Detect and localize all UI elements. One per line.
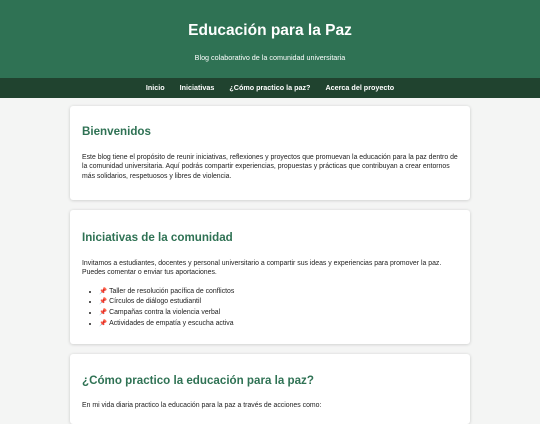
site-title: Educación para la Paz [188, 22, 352, 39]
list-item-label: Taller de resolución pacífica de conflictos [109, 287, 235, 295]
welcome-card [70, 106, 470, 200]
practice-card [70, 354, 470, 424]
nav-link-acerca[interactable]: Acerca del proyecto [325, 83, 395, 92]
welcome-text: Este blog tiene el propósito de reunir iniciativas, reflexiones y proyectos que promuevan la educación para la paz dentro de la comunidad universitaria. Aquí podrás compartir experiencias, propuestas y prácticas que contribuyan a crear entornos más solidarios, respetuosos y libres de violencia. [82, 154, 458, 180]
nav-link-inicio[interactable]: Inicio [145, 83, 165, 92]
initiatives-heading: Iniciativas de la comunidad [82, 231, 233, 244]
pushpin-icon: 📌 [99, 298, 108, 306]
main-content [0, 98, 540, 424]
list-item-label: Campañas contra la violencia verbal [109, 309, 221, 316]
practice-text: En mi vida diaria practico la educación para la paz a través de acciones como: [82, 402, 322, 409]
list-item [99, 319, 458, 330]
nav-link-iniciativas[interactable]: Iniciativas [179, 83, 215, 92]
pushpin-icon: 📌 [99, 309, 108, 316]
site-header [0, 0, 540, 78]
welcome-heading: Bienvenidos [82, 125, 151, 138]
practice-heading: ¿Cómo practico la educación para la paz? [82, 374, 314, 387]
initiatives-card [70, 210, 470, 344]
list-item [99, 308, 458, 319]
pushpin-icon: 📌 [99, 319, 108, 327]
list-item [99, 297, 458, 308]
site-tagline: Blog colaborativo de la comunidad universitaria [194, 53, 346, 62]
main-nav [0, 78, 540, 98]
initiatives-list [82, 287, 458, 329]
initiatives-text: Invitamos a estudiantes, docentes y personal universitario a compartir sus ideas y experiencias para promover la paz. Puedes comentar o enviar tus aportaciones. [82, 260, 442, 277]
pushpin-icon: 📌 [99, 287, 108, 295]
list-item-label: Actividades de empatía y escucha activa [109, 319, 234, 327]
list-item [99, 287, 458, 298]
nav-link-como-practico[interactable]: ¿Cómo practico la paz? [229, 83, 311, 92]
list-item-label: Círculos de diálogo estudiantil [109, 298, 202, 306]
